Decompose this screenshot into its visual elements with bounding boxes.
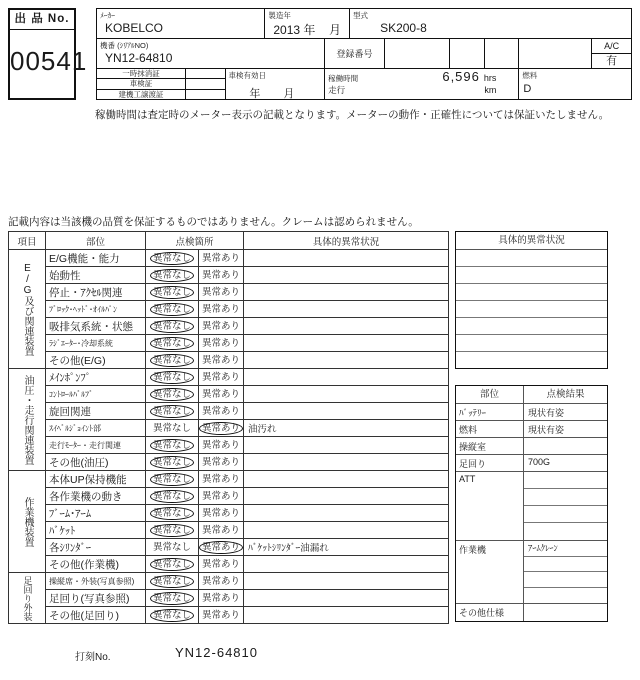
att-sub-cell	[524, 523, 607, 540]
part-label: ﾊﾞｹｯﾄ	[46, 522, 146, 539]
stamp-number-label: 打刻No.	[75, 652, 111, 663]
part-label: その他(油圧)	[46, 454, 146, 471]
remark-cell	[244, 505, 449, 522]
result-value: 現状有姿	[528, 425, 565, 435]
circled-mark: 異常あり	[199, 541, 243, 554]
result-row-other-spec	[456, 604, 607, 621]
check-label: 異常あり	[202, 456, 241, 468]
check-label: 異常あり	[202, 354, 241, 366]
abnormal-detail-panel	[455, 231, 608, 369]
result-part: 足回り	[456, 455, 524, 471]
remark-cell	[244, 369, 449, 386]
check-label: 異常あり	[202, 303, 241, 315]
year-cell	[265, 9, 350, 39]
check-no-abnormality	[146, 556, 199, 573]
remark-cell	[244, 352, 449, 369]
abnormal-detail-row	[456, 352, 607, 369]
remark-cell: ﾊﾞｹｯﾄｼﾘﾝﾀﾞｰ油漏れ	[244, 539, 449, 556]
other-spec-value	[524, 604, 607, 621]
check-no-abnormality	[146, 403, 199, 420]
registration-value-cell	[385, 39, 450, 69]
check-label: 異常あり	[202, 575, 241, 587]
inspection-row	[9, 607, 449, 624]
remark-cell	[244, 607, 449, 624]
check-label: 異常あり	[202, 524, 241, 536]
remark-cell	[244, 250, 449, 267]
check-abnormality	[199, 437, 244, 454]
check-no-abnormality	[146, 250, 199, 267]
inspection-table-body	[9, 250, 449, 624]
header-part: 部位	[46, 232, 146, 250]
result-header-part: 部位	[456, 386, 524, 403]
blank-cell	[519, 39, 592, 69]
check-abnormality	[199, 403, 244, 420]
check-label: 異常あり	[202, 507, 241, 519]
check-abnormality	[199, 267, 244, 284]
circled-mark: 異常なし	[150, 405, 194, 418]
work-sub-cell	[524, 557, 607, 573]
category-cell: 作業機装置	[9, 471, 46, 573]
check-no-abnormality	[146, 471, 199, 488]
model-cell	[350, 9, 631, 39]
inspection-row	[9, 335, 449, 352]
part-label: 足回り(写真参照)	[46, 590, 146, 607]
category-cell: E/G及び関連装置	[9, 250, 46, 369]
inspection-row	[9, 454, 449, 471]
att-sub-cell	[524, 489, 607, 506]
result-row-battery	[456, 404, 607, 421]
inspection-row	[9, 267, 449, 284]
doc-label: 一時抹消証	[97, 69, 186, 78]
inspection-row	[9, 539, 449, 556]
check-abnormality	[199, 335, 244, 352]
check-label: 異常あり	[202, 490, 241, 502]
category-cell: 油圧・走行関連装置	[9, 369, 46, 471]
att-sub-cell	[524, 472, 607, 489]
fuel-cell	[519, 69, 631, 100]
circled-mark: 異常なし	[150, 388, 194, 401]
part-label: 吸排気系統・状態	[46, 318, 146, 335]
check-no-abnormality	[146, 488, 199, 505]
inspection-row	[9, 522, 449, 539]
part-label: ｽｲﾍﾞﾙｼﾞｮｲﾝﾄ部	[46, 420, 146, 437]
att-label: ATT	[456, 472, 524, 540]
part-label: ﾌﾞﾛｯｸ･ﾍｯﾄﾞ･ｵｲﾙﾊﾟﾝ	[46, 301, 146, 318]
remark-cell	[244, 403, 449, 420]
abnormal-detail-rows	[456, 250, 607, 369]
doc-label: 車検証	[97, 79, 186, 88]
check-no-abnormality	[146, 301, 199, 318]
model-label: 型式	[353, 11, 369, 20]
check-label: 異常あり	[202, 439, 241, 451]
circled-mark: 異常あり	[199, 422, 243, 435]
part-label: ﾒｲﾝﾎﾟﾝﾌﾟ	[46, 369, 146, 386]
hours-unit: hrs	[483, 73, 497, 83]
part-label: E/G機能・能力	[46, 250, 146, 267]
inspection-row	[9, 556, 449, 573]
result-row-undercarriage	[456, 455, 607, 472]
part-label: 停止・ｱｸｾﾙ関連	[46, 284, 146, 301]
remark-cell	[244, 437, 449, 454]
check-label: 異常あり	[202, 405, 241, 417]
check-abnormality	[199, 488, 244, 505]
maker-value: KOBELCO	[105, 21, 164, 35]
part-label: 始動性	[46, 267, 146, 284]
remark-cell	[244, 301, 449, 318]
check-abnormality	[199, 454, 244, 471]
circled-mark: 異常なし	[150, 507, 194, 520]
result-part: 操縦室	[456, 438, 524, 454]
check-no-abnormality	[146, 590, 199, 607]
serial-cell	[97, 39, 325, 69]
abnormal-detail-row	[456, 267, 607, 284]
check-abnormality	[199, 369, 244, 386]
part-label: 走行ﾓｰﾀｰ・走行関連	[46, 437, 146, 454]
circled-mark: 異常なし	[150, 439, 194, 452]
inspection-row	[9, 437, 449, 454]
check-label: 異常あり	[202, 320, 241, 332]
shaken-value: 年 月	[249, 88, 301, 100]
circled-mark: 異常なし	[150, 575, 194, 588]
check-no-abnormality	[146, 352, 199, 369]
abnormal-detail-header: 具体的異常状況	[456, 232, 607, 250]
part-label: 旋回関連	[46, 403, 146, 420]
maker-cell	[97, 9, 265, 39]
category-cell: 足回り外装	[9, 573, 46, 624]
abnormal-detail-row	[456, 318, 607, 335]
documents-cell	[97, 69, 226, 100]
remark-cell	[244, 386, 449, 403]
inspection-row	[9, 471, 449, 488]
abnormal-detail-row	[456, 301, 607, 318]
check-no-abnormality	[146, 284, 199, 301]
check-no-abnormality	[146, 386, 199, 403]
other-spec-label: その他仕様	[456, 604, 524, 621]
circled-mark: 異常なし	[150, 252, 194, 265]
inspection-row	[9, 403, 449, 420]
remark-cell	[244, 573, 449, 590]
circled-mark: 異常なし	[150, 320, 194, 333]
circled-mark: 異常なし	[150, 354, 194, 367]
work-sub-cell	[524, 588, 607, 604]
hours-value: 6,596	[442, 69, 480, 84]
circled-mark: 異常なし	[150, 303, 194, 316]
abnormal-detail-row	[456, 250, 607, 267]
check-label: 異常あり	[202, 558, 241, 570]
doc-value-cell	[186, 90, 225, 100]
result-row-fuel	[456, 421, 607, 438]
remark-cell	[244, 590, 449, 607]
hours-label: 稼働時間	[328, 74, 359, 83]
shaken-cell	[226, 69, 326, 100]
inspection-row	[9, 505, 449, 522]
inspection-row	[9, 369, 449, 386]
check-abnormality	[199, 471, 244, 488]
part-label: その他(足回り)	[46, 607, 146, 624]
check-label: 異常なし	[152, 541, 191, 553]
circled-mark: 異常なし	[150, 524, 194, 537]
check-abnormality	[199, 539, 244, 556]
inspection-row	[9, 284, 449, 301]
mileage-label: 走行	[328, 85, 346, 95]
circled-mark: 異常なし	[150, 592, 194, 605]
remark-cell	[244, 454, 449, 471]
result-header-result: 点検結果	[546, 389, 585, 400]
result-block-work	[456, 541, 607, 604]
hours-cell	[325, 69, 519, 100]
result-part: 燃料	[456, 421, 524, 437]
check-label: 異常あり	[202, 286, 241, 298]
model-value: SK200-8	[380, 21, 427, 35]
check-label: 異常なし	[152, 422, 191, 434]
part-label: ｺﾝﾄﾛｰﾙﾊﾞﾙﾌﾞ	[46, 386, 146, 403]
check-label: 異常あり	[202, 252, 241, 264]
registration-label: 登録番号	[325, 39, 385, 69]
result-table	[455, 385, 608, 622]
abnormal-detail-row	[456, 335, 607, 352]
result-row-cabin	[456, 438, 607, 455]
header-abnormal: 具体的異常状況	[244, 232, 449, 250]
inspection-row	[9, 301, 449, 318]
check-abnormality	[199, 420, 244, 437]
remark-cell	[244, 556, 449, 573]
check-abnormality	[199, 607, 244, 624]
part-label: その他(E/G)	[46, 352, 146, 369]
stamp-number-value: YN12-64810	[175, 645, 258, 660]
maker-label: ﾒｰｶｰ	[100, 11, 115, 20]
circled-mark: 異常なし	[150, 609, 194, 622]
circled-mark: 異常なし	[150, 558, 194, 571]
inspection-row	[9, 386, 449, 403]
remark-cell	[244, 267, 449, 284]
check-no-abnormality	[146, 437, 199, 454]
part-label: ﾗｼﾞｴｰﾀｰ･冷却系統	[46, 335, 146, 352]
inspection-row	[9, 488, 449, 505]
remark-cell	[244, 488, 449, 505]
remark-cell	[244, 522, 449, 539]
inspection-header-row	[9, 232, 449, 250]
doc-value-cell	[186, 79, 225, 88]
inspection-row	[9, 573, 449, 590]
remark-cell	[244, 284, 449, 301]
remark-cell: 油汚れ	[244, 420, 449, 437]
year-value: 2013 年	[273, 23, 316, 37]
work-value: ｱｰﾑｸﾚｰﾝ	[524, 541, 607, 557]
circled-mark: 異常なし	[150, 456, 194, 469]
fuel-label: 燃料	[522, 71, 538, 80]
remark-cell	[244, 318, 449, 335]
check-no-abnormality	[146, 369, 199, 386]
inspection-row	[9, 250, 449, 267]
check-label: 異常あり	[202, 371, 241, 383]
check-no-abnormality	[146, 539, 199, 556]
check-no-abnormality	[146, 318, 199, 335]
check-no-abnormality	[146, 522, 199, 539]
serial-value: YN12-64810	[105, 51, 173, 65]
check-no-abnormality	[146, 420, 199, 437]
work-sub-cell	[524, 572, 607, 588]
blank-cell	[450, 39, 485, 69]
check-abnormality	[199, 505, 244, 522]
shaken-label: 車検有効日	[228, 71, 267, 80]
check-abnormality	[199, 318, 244, 335]
fuel-value: D	[523, 83, 532, 95]
check-label: 異常あり	[202, 592, 241, 604]
circled-mark: 異常なし	[150, 269, 194, 282]
check-abnormality	[199, 301, 244, 318]
month-value: 月	[329, 23, 342, 37]
circled-mark: 異常なし	[150, 490, 194, 503]
att-sub-cell	[524, 506, 607, 523]
remark-cell	[244, 471, 449, 488]
inspection-table	[8, 231, 449, 624]
claim-disclaimer: 記載内容は当該機の品質を保証するものではありません。クレームは認められません。	[8, 216, 419, 228]
ac-value: 有	[606, 55, 618, 67]
meter-disclaimer: 稼働時間は査定時のメーター表示の記載となります。メーターの動作・正確性については保証いたしません。	[95, 109, 610, 121]
check-label: 異常あり	[202, 609, 241, 621]
header-item: 項目	[9, 232, 46, 250]
circled-mark: 異常なし	[150, 286, 194, 299]
check-abnormality	[199, 386, 244, 403]
result-part: ﾊﾞｯﾃﾘｰ	[456, 404, 524, 420]
doc-label: 建機工譲渡証	[97, 90, 186, 100]
part-label: 本体UP保持機能	[46, 471, 146, 488]
remark-cell	[244, 335, 449, 352]
lot-number-value: 00541	[10, 46, 88, 76]
circled-mark: 異常なし	[150, 473, 194, 486]
part-label: ﾌﾞｰﾑ･ｱｰﾑ	[46, 505, 146, 522]
check-abnormality	[199, 250, 244, 267]
work-label: 作業機	[456, 541, 524, 603]
doc-value-cell	[186, 69, 225, 78]
blank-cell	[485, 39, 520, 69]
check-no-abnormality	[146, 573, 199, 590]
check-no-abnormality	[146, 454, 199, 471]
check-label: 異常あり	[202, 269, 241, 281]
check-no-abnormality	[146, 505, 199, 522]
ac-label: A/C	[592, 39, 631, 54]
part-label: 操縦席・外装(写真参照)	[46, 573, 146, 590]
check-abnormality	[199, 573, 244, 590]
result-value: 700G	[528, 457, 551, 467]
lot-number-box	[8, 8, 88, 100]
check-abnormality	[199, 522, 244, 539]
check-label: 異常あり	[202, 473, 241, 485]
circled-mark: 異常なし	[150, 371, 194, 384]
inspection-row	[9, 420, 449, 437]
circled-mark: 異常なし	[150, 337, 194, 350]
check-abnormality	[199, 352, 244, 369]
part-label: 各作業機の動き	[46, 488, 146, 505]
check-no-abnormality	[146, 267, 199, 284]
result-value	[524, 438, 607, 454]
ac-cell	[592, 39, 631, 69]
abnormal-detail-row	[456, 284, 607, 301]
check-abnormality	[199, 590, 244, 607]
inspection-row	[9, 318, 449, 335]
year-label: 製造年	[268, 11, 291, 20]
header-check: 点検箇所	[146, 232, 244, 250]
result-block-att	[456, 472, 607, 541]
serial-label: 機番 (ｼﾘｱﾙNO)	[100, 41, 149, 50]
check-no-abnormality	[146, 335, 199, 352]
inspection-row	[9, 352, 449, 369]
result-value: 現状有姿	[528, 408, 565, 418]
part-label: その他(作業機)	[46, 556, 146, 573]
result-header-row	[456, 386, 607, 404]
check-abnormality	[199, 556, 244, 573]
lot-number-label: 出 品 No.	[10, 10, 74, 30]
mileage-unit: km	[484, 85, 497, 95]
check-label: 異常あり	[202, 388, 241, 400]
machine-header-table	[96, 8, 632, 100]
inspection-row	[9, 590, 449, 607]
check-no-abnormality	[146, 607, 199, 624]
part-label: 各ｼﾘﾝﾀﾞｰ	[46, 539, 146, 556]
check-label: 異常あり	[202, 337, 241, 349]
check-abnormality	[199, 284, 244, 301]
